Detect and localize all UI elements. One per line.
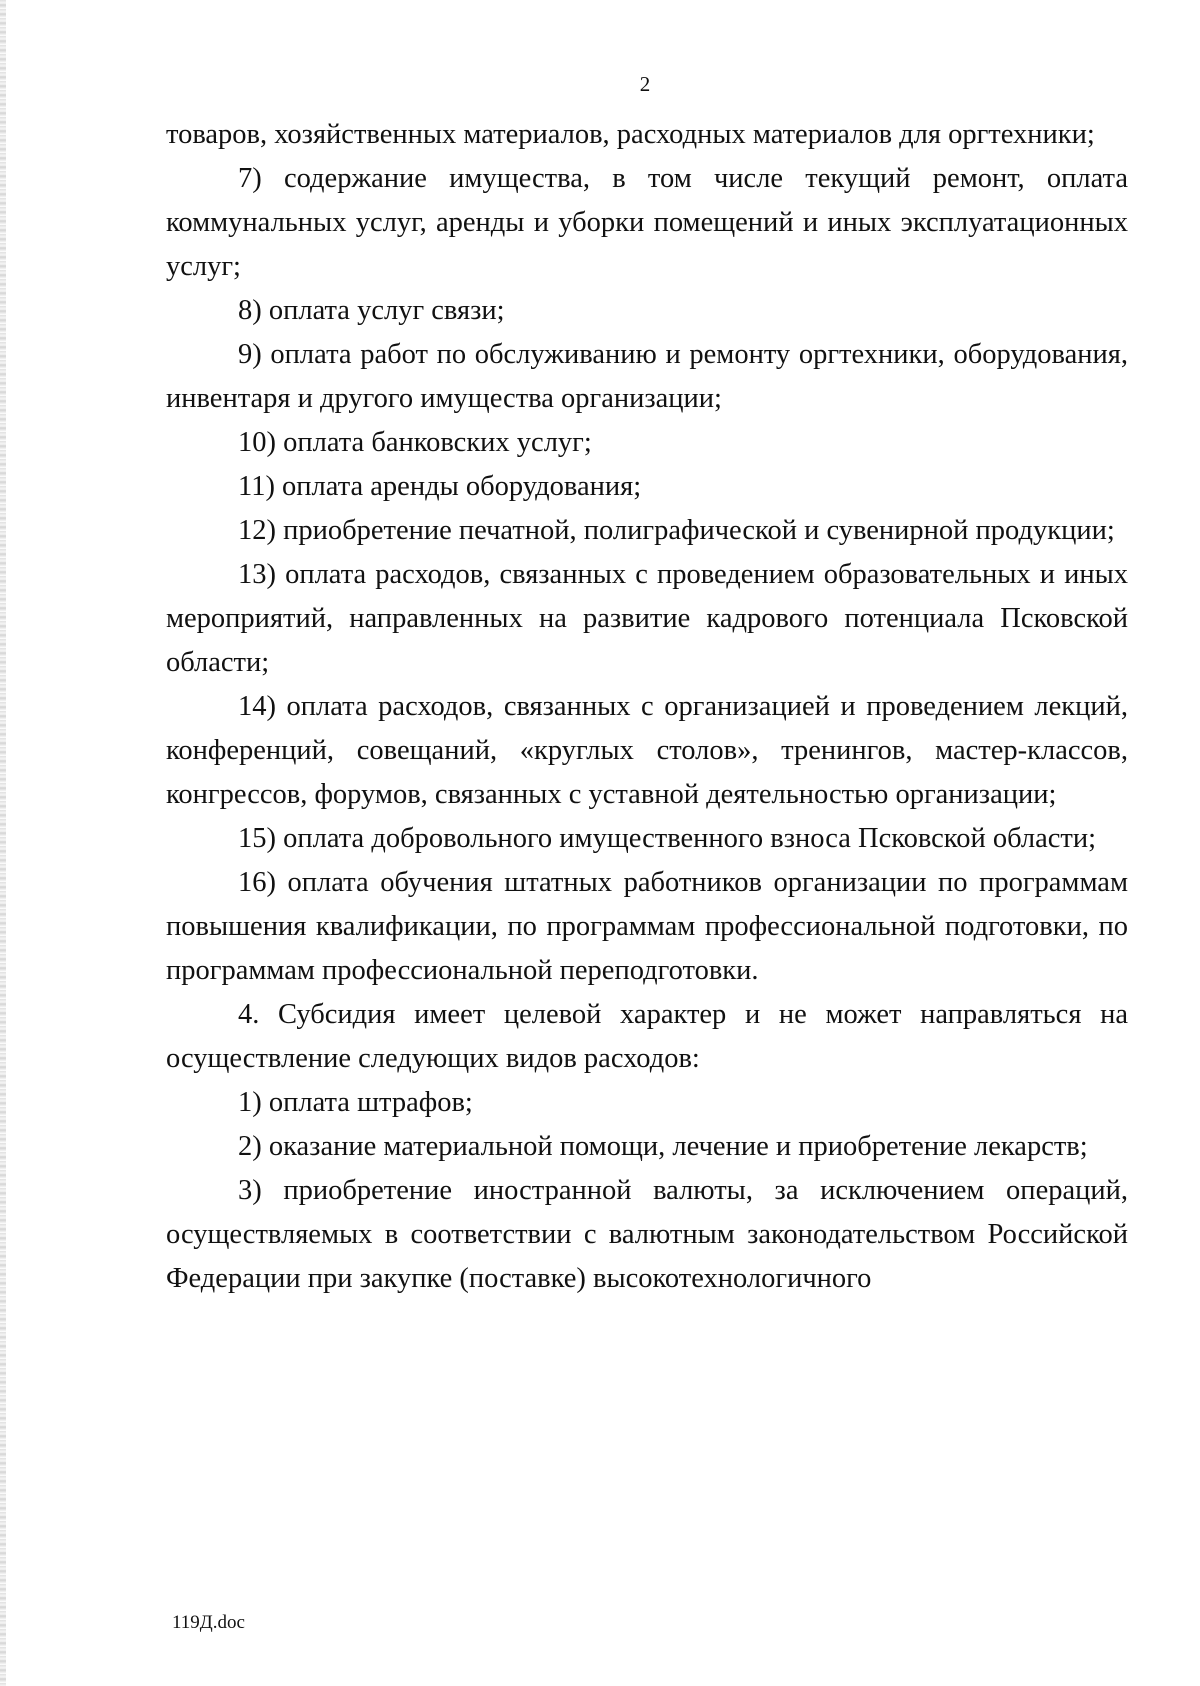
paragraph: 10) оплата банковских услуг; xyxy=(238,427,592,458)
paragraph: 1) оплата штрафов; xyxy=(238,1087,473,1118)
paragraph: 4. Субсидия имеет целевой характер и не может направляться на осуществление следующих видов расходов: xyxy=(166,999,1128,1074)
paragraph: 9) оплата работ по обслуживанию и ремонту оргтехники, оборудования, инвентаря и другого имущества организации; xyxy=(166,339,1128,414)
paragraph: 7) содержание имущества, в том числе текущий ремонт, оплата коммунальных услуг, аренды и уборки помещений и иных эксплуатационных услуг; xyxy=(166,163,1128,282)
paragraph: 3) приобретение иностранной валюты, за исключением операций, осуществляемых в соответствии с валютным законодательством Российской Федерации при закупке (поставке) высокотехнологичного xyxy=(166,1175,1128,1294)
paragraph: 12) приобретение печатной, полиграфической и сувенирной продукции; xyxy=(238,515,1115,546)
paragraph: 8) оплата услуг связи; xyxy=(238,295,505,326)
document-body xyxy=(166,113,1128,1301)
paragraph: 13) оплата расходов, связанных с проведением образовательных и иных мероприятий, направленных на развитие кадрового потенциала Псковской области; xyxy=(166,559,1128,678)
page-number: 2 xyxy=(639,72,651,96)
paragraph: 15) оплата добровольного имущественного взноса Псковской области; xyxy=(238,823,1097,854)
footer-filename: 119Д.doc xyxy=(172,1612,245,1633)
paragraph: 2) оказание материальной помощи, лечение и приобретение лекарств; xyxy=(238,1131,1088,1162)
paragraph: 16) оплата обучения штатных работников организации по программам повышения квалификации, по программам профессиональной подготовки, по программам профессиональной переподготовки. xyxy=(166,867,1128,986)
scan-edge xyxy=(0,0,6,1686)
paragraph: 11) оплата аренды оборудования; xyxy=(238,471,642,502)
paragraph: товаров, хозяйственных материалов, расходных материалов для оргтехники; xyxy=(166,119,1095,150)
paragraph: 14) оплата расходов, связанных с организацией и проведением лекций, конференций, совещаний, «круглых столов», тренингов, мастер-классов, конгрессов, форумов, связанных с уставной деятельностью организации; xyxy=(166,691,1128,810)
